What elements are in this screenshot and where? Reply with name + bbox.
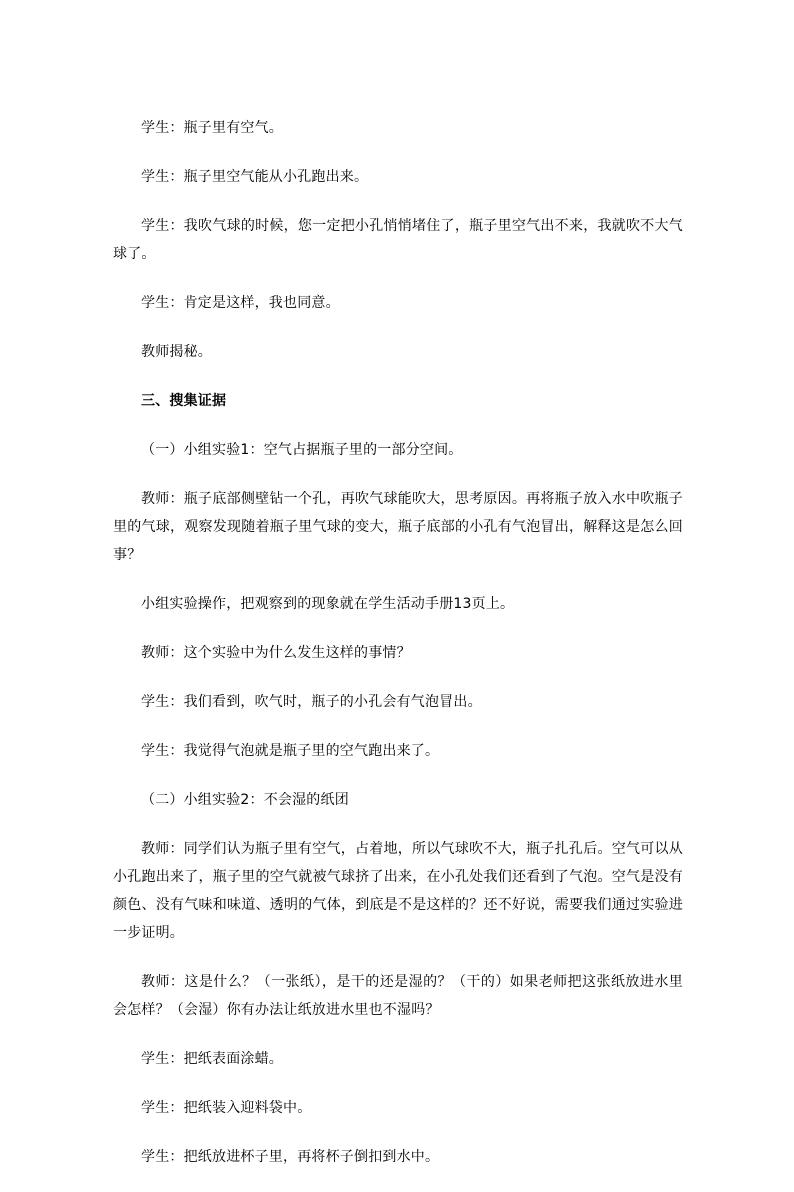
paragraph-14: 教师：同学们认为瓶子里有空气，占着地，所以气球吹不大，瓶子扎孔后。空气可以从小孔跑出来了，瓶子里的空气就被气球挤了出来，在小孔处我们还看到了气泡。空气是没有颜色、没有气味和味道、透明的气体，到底是不是这样的？还不好说，需要我们通过实验进一步证明。 xyxy=(113,841,683,941)
paragraph-9: 小组实验操作，把观察到的现象就在学生活动手册13页上。 xyxy=(141,596,515,612)
paragraph-1: 学生：瓶子里有空气。 xyxy=(141,120,283,136)
paragraph-10: 教师：这个实验中为什么发生这样的事情？ xyxy=(141,645,411,661)
paragraph-2: 学生：瓶子里空气能从小孔跑出来。 xyxy=(141,169,369,185)
paragraph-16: 学生：把纸表面涂蜡。 xyxy=(141,1051,283,1067)
paragraph-11: 学生：我们看到，吹气时，瓶子的小孔会有气泡冒出。 xyxy=(141,694,482,710)
paragraph-7: （一）小组实验1：空气占据瓶子里的一部分空间。 xyxy=(141,442,463,458)
paragraph-13: （二）小组实验2：不会湿的纸团 xyxy=(141,792,349,808)
section-heading: 三、搜集证据 xyxy=(141,393,227,409)
paragraph-18: 学生：把纸放进杯子里，再将杯子倒扣到水中。 xyxy=(141,1149,440,1165)
paragraph-3: 学生：我吹气球的时候，您一定把小孔悄悄堵住了，瓶子里空气出不来，我就吹不大气球了。 xyxy=(113,218,683,262)
document-body xyxy=(113,114,683,1192)
paragraph-17: 学生：把纸装入迎料袋中。 xyxy=(141,1100,312,1116)
paragraph-4: 学生：肯定是这样，我也同意。 xyxy=(141,295,340,311)
paragraph-8: 教师：瓶子底部侧壁钻一个孔，再吹气球能吹大，思考原因。再将瓶子放入水中吹瓶子里的气球，观察发现随着瓶子里气球的变大，瓶子底部的小孔有气泡冒出，解释这是怎么回事？ xyxy=(113,491,683,563)
paragraph-5: 教师揭秘。 xyxy=(141,344,212,360)
paragraph-15: 教师：这是什么？（一张纸），是干的还是湿的？（干的）如果老师把这张纸放进水里会怎样？（会湿）你有办法让纸放进水里也不湿吗？ xyxy=(113,974,683,1018)
paragraph-12: 学生：我觉得气泡就是瓶子里的空气跑出来了。 xyxy=(141,743,440,759)
